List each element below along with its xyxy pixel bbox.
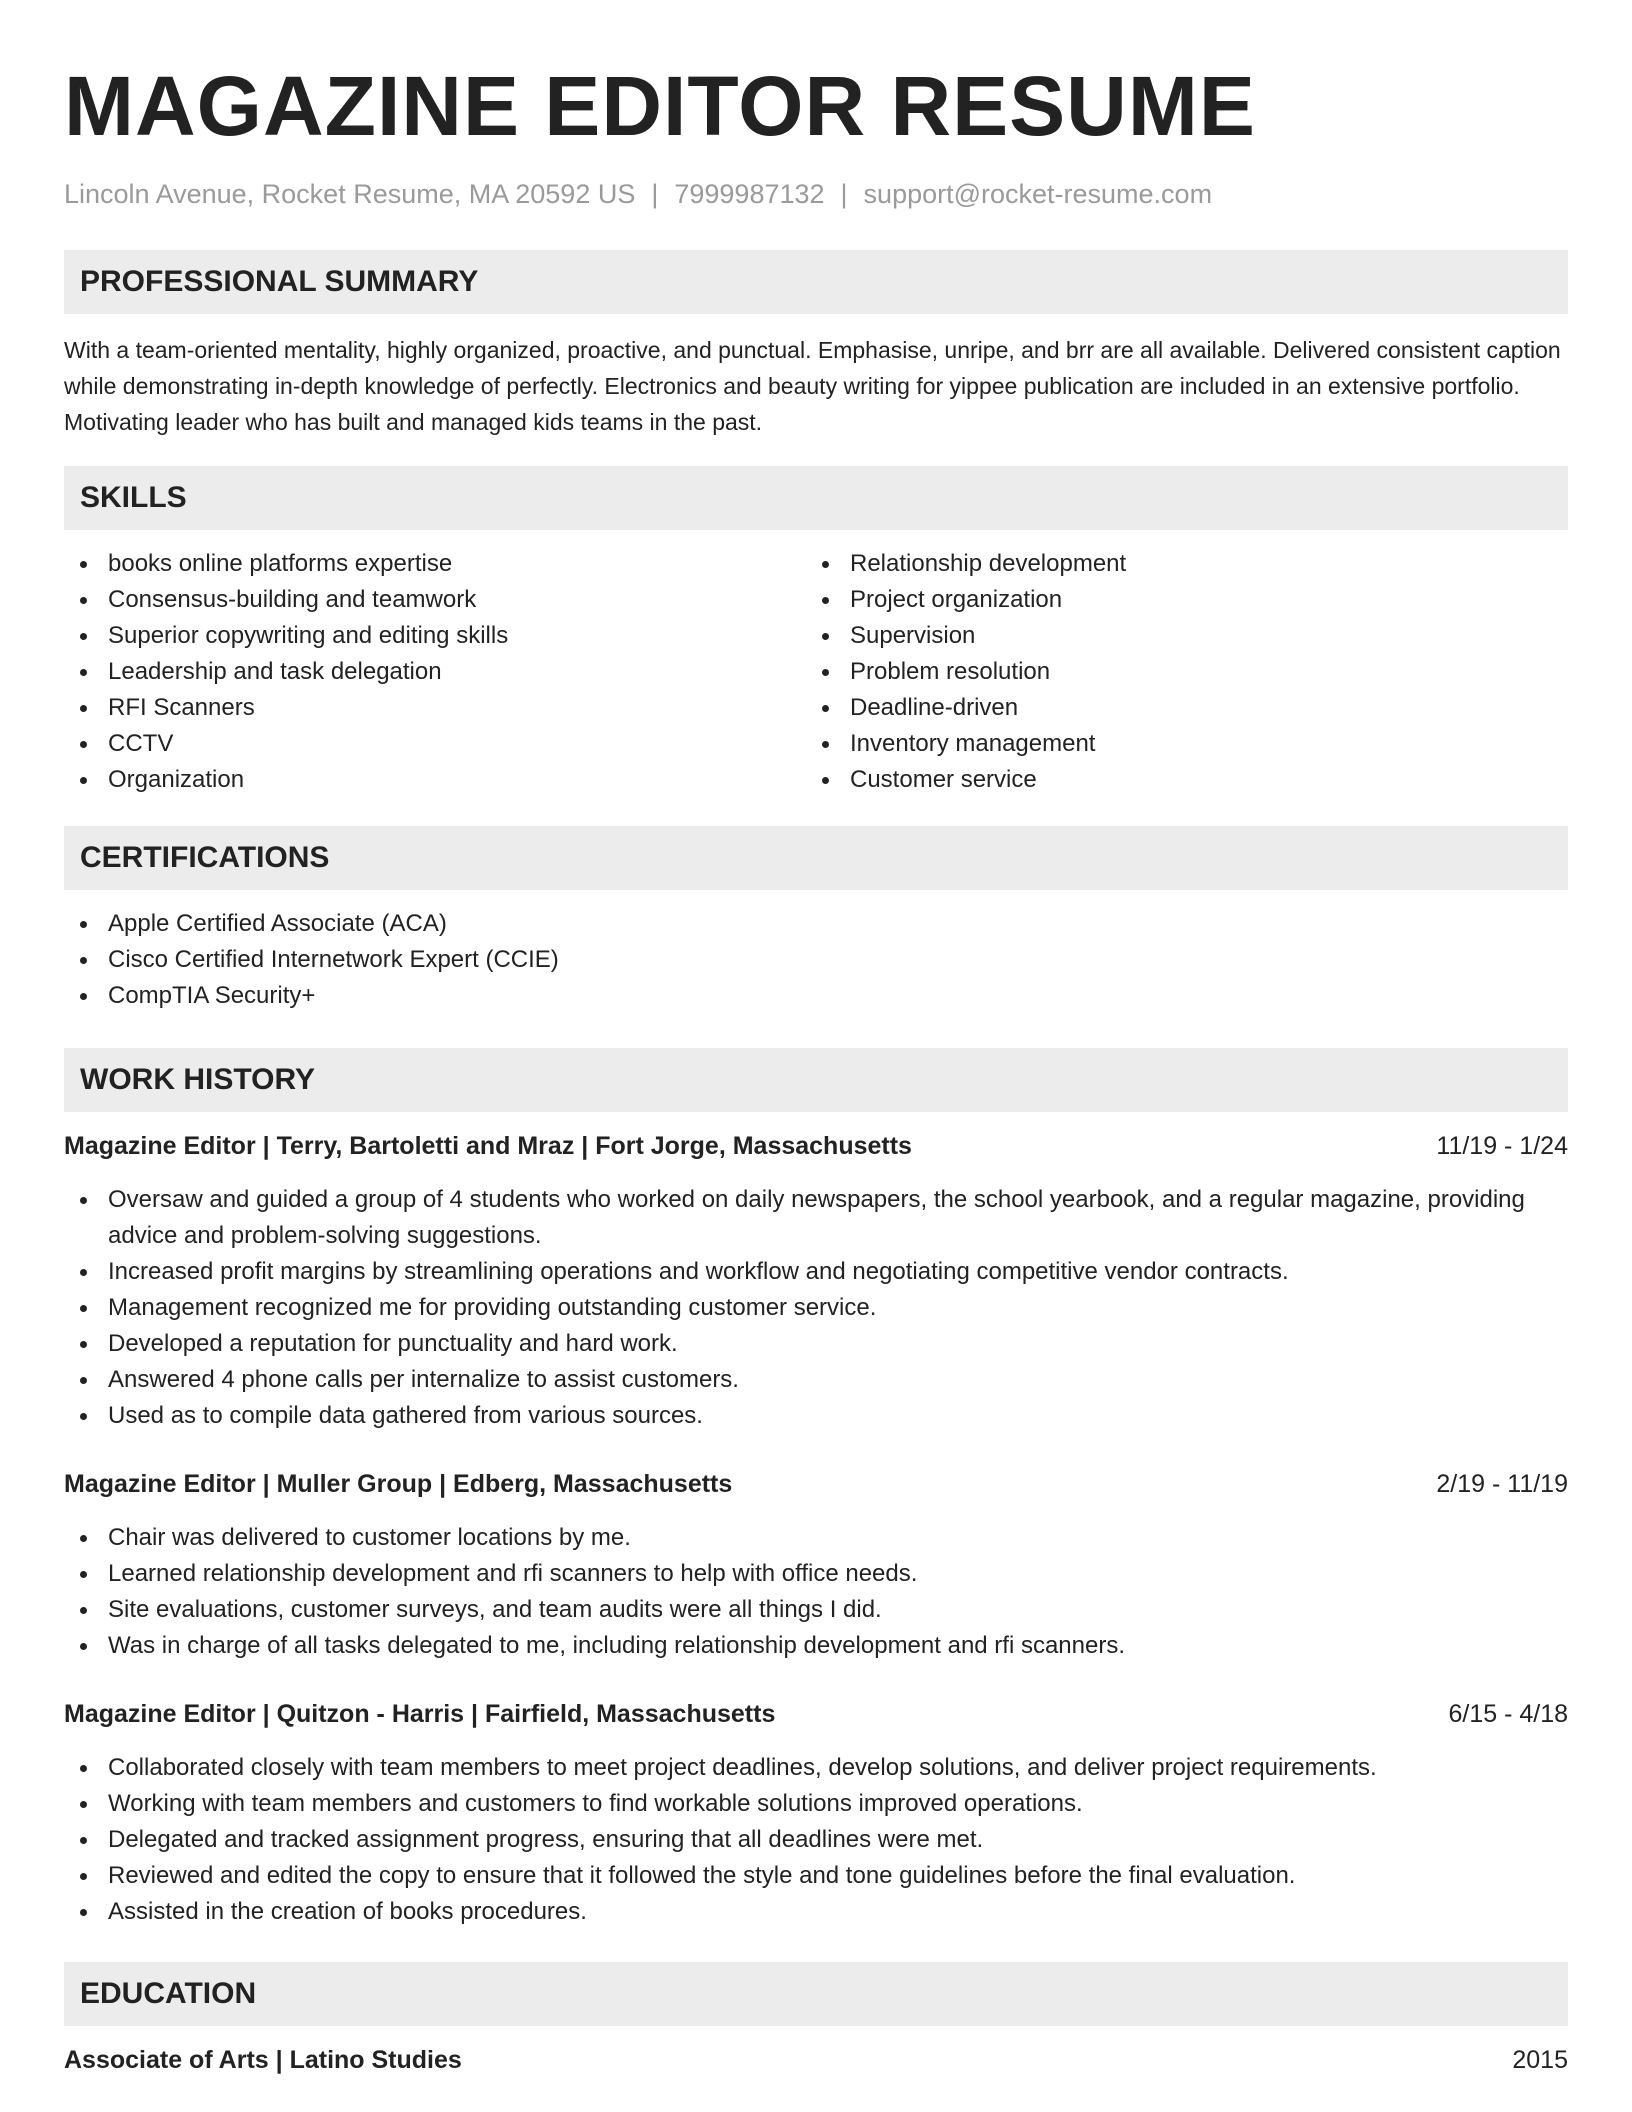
job-bullets (64, 1520, 1568, 1664)
skill-item: books online platforms expertise (64, 546, 806, 582)
skill-item: Customer service (806, 762, 1548, 798)
job-bullet: Increased profit margins by streamlining operations and workflow and negotiating competitive vendor contracts. (64, 1254, 1568, 1290)
contact-address: Lincoln Avenue, Rocket Resume, MA 20592 US (64, 179, 636, 209)
job-bullet: Developed a reputation for punctuality and hard work. (64, 1326, 1568, 1362)
job-bullet: Management recognized me for providing outstanding customer service. (64, 1290, 1568, 1326)
summary-text: With a team-oriented mentality, highly organized, proactive, and punctual. Emphasise, unripe, and brr are all available. Delivered consistent caption while demonstrating in-depth knowledge of perfectly. Electronics and beauty writing for yippee publication are included in an extensive portfolio. Motivating leader who has built and managed kids teams in the past. (64, 337, 1561, 435)
job-title: Magazine Editor | Terry, Bartoletti and Mraz | Fort Jorge, Massachusetts (64, 1132, 912, 1160)
certification-item: Cisco Certified Internetwork Expert (CCIE) (64, 942, 1568, 978)
skill-item: Superior copywriting and editing skills (64, 618, 806, 654)
job-header (64, 1696, 1568, 1732)
section-heading-summary: PROFESSIONAL SUMMARY (64, 250, 1568, 314)
job-title: Magazine Editor | Muller Group | Edberg, Massachusetts (64, 1470, 733, 1498)
job-bullet: Chair was delivered to customer locations by me. (64, 1520, 1568, 1556)
job-bullet: Collaborated closely with team members to meet project deadlines, develop solutions, and deliver project requirements. (64, 1750, 1568, 1786)
education-year: 2015 (1512, 2046, 1568, 2074)
skill-item: CCTV (64, 726, 806, 762)
section-heading-certifications: CERTIFICATIONS (64, 826, 1568, 890)
job-bullet: Working with team members and customers to find workable solutions improved operations. (64, 1786, 1568, 1822)
skill-item: Deadline-driven (806, 690, 1548, 726)
job-bullet: Assisted in the creation of books procedures. (64, 1894, 1568, 1930)
section-heading-work-history: WORK HISTORY (64, 1048, 1568, 1112)
job-title: Magazine Editor | Quitzon - Harris | Fairfield, Massachusetts (64, 1700, 776, 1728)
job-bullets (64, 1750, 1568, 1930)
skill-item: Consensus-building and teamwork (64, 582, 806, 618)
contact-line (64, 176, 1568, 212)
contact-email[interactable]: support@rocket-resume.com (863, 179, 1213, 209)
skill-item: RFI Scanners (64, 690, 806, 726)
skills-column-right (806, 546, 1548, 798)
section-heading-education: EDUCATION (64, 1962, 1568, 2026)
job-dates: 2/19 - 11/19 (1436, 1470, 1568, 1498)
job-bullet: Was in charge of all tasks delegated to me, including relationship development and rfi scanners. (64, 1628, 1568, 1664)
resume-title: MAGAZINE EDITOR RESUME (64, 59, 1256, 153)
job-dates: 6/15 - 4/18 (1448, 1700, 1568, 1728)
skill-item: Project organization (806, 582, 1548, 618)
job-bullets (64, 1182, 1568, 1434)
job-bullet: Learned relationship development and rfi scanners to help with office needs. (64, 1556, 1568, 1592)
job-entry (64, 1466, 1568, 1664)
certifications-list (64, 906, 1568, 1014)
skill-item: Problem resolution (806, 654, 1548, 690)
job-entry (64, 1696, 1568, 1930)
certification-item: Apple Certified Associate (ACA) (64, 906, 1568, 942)
contact-phone: 7999987132 (674, 179, 825, 209)
skill-item: Supervision (806, 618, 1548, 654)
skills-column-left (64, 546, 806, 798)
skills-list (64, 546, 1568, 798)
job-bullet: Oversaw and guided a group of 4 students who worked on daily newspapers, the school yearbook, and a regular magazine, providing advice and problem-solving suggestions. (64, 1182, 1568, 1254)
section-heading-skills: SKILLS (64, 466, 1568, 530)
job-bullet: Reviewed and edited the copy to ensure that it followed the style and tone guidelines before the final evaluation. (64, 1858, 1568, 1894)
job-bullet: Delegated and tracked assignment progress, ensuring that all deadlines were met. (64, 1822, 1568, 1858)
job-bullet: Answered 4 phone calls per internalize to assist customers. (64, 1362, 1568, 1398)
job-bullet: Site evaluations, customer surveys, and team audits were all things I did. (64, 1592, 1568, 1628)
job-bullet: Used as to compile data gathered from various sources. (64, 1398, 1568, 1434)
job-header (64, 1128, 1568, 1164)
skill-item: Organization (64, 762, 806, 798)
skill-item: Inventory management (806, 726, 1548, 762)
skill-item: Relationship development (806, 546, 1548, 582)
education-degree: Associate of Arts | Latino Studies (64, 2046, 462, 2074)
contact-separator: | (840, 179, 848, 209)
job-dates: 11/19 - 1/24 (1436, 1132, 1568, 1160)
contact-separator: | (651, 179, 659, 209)
education-entry (64, 2042, 1568, 2078)
certification-item: CompTIA Security+ (64, 978, 1568, 1014)
job-entry (64, 1128, 1568, 1434)
skill-item: Leadership and task delegation (64, 654, 806, 690)
job-header (64, 1466, 1568, 1502)
